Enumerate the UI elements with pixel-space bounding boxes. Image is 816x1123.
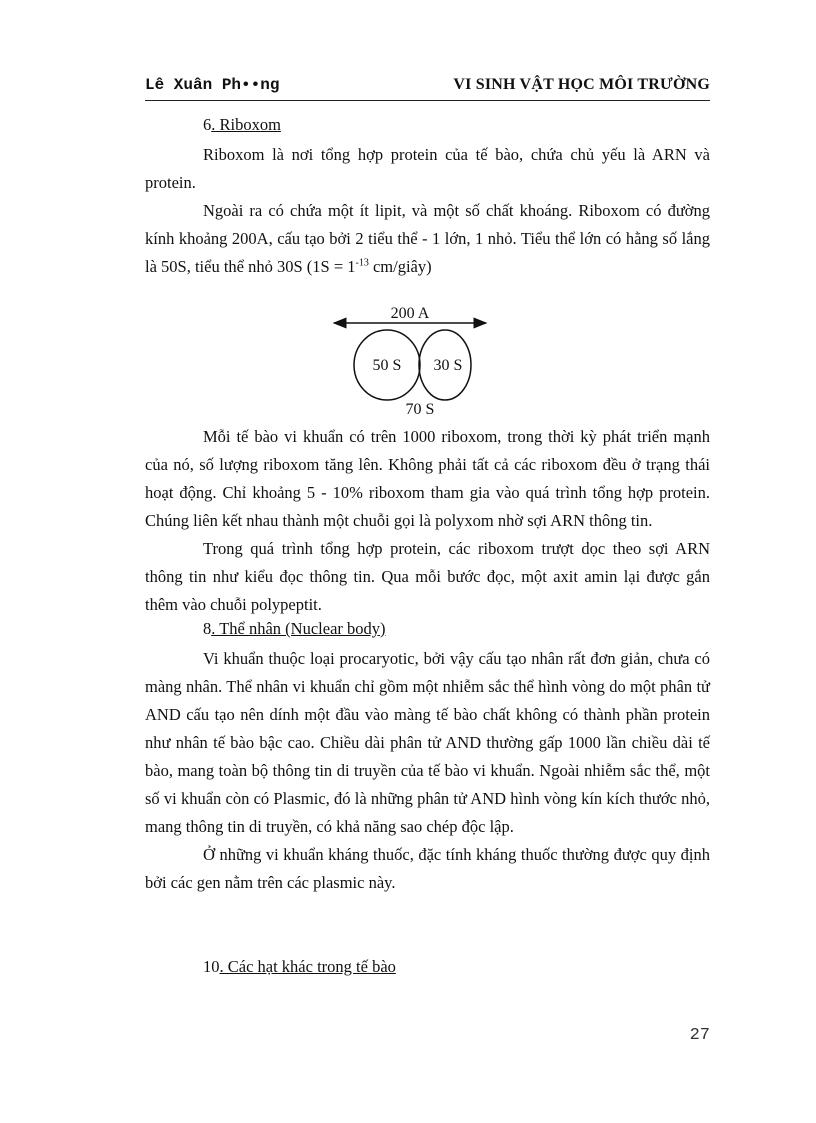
section-8-body: [145, 645, 710, 897]
header-rule: [145, 100, 710, 101]
exponent: -13: [355, 257, 369, 269]
paragraph-riboxom-structure-unit: cm/giây): [368, 257, 432, 276]
section-6-title: . Riboxom: [211, 115, 281, 134]
section-6-number: 6: [203, 115, 212, 134]
section-6-heading: [203, 115, 281, 135]
page-header: [145, 76, 710, 98]
small-subunit-label: 30 S: [433, 357, 463, 374]
paragraph-nuclear-body: Vi khuẩn thuộc loại procaryotic, bởi vậy cấu tạo nhân rất đơn giản, chưa có màng nhân. Thể nhân vi khuẩn chỉ gồm một nhiễm sắc thể hình vòng do một phân tử AND cấu tạo nên dính một đầu vào màng tế bào chất không có thành phần protein như nhân tế bào bậc cao. Chiều dài phân tử AND thường gấp 1000 lần chiều dài tế bào, mang toàn bộ thông tin di truyền của tế bào vi khuẩn. Ngoài nhiễm sắc thể, một số vi khuẩn còn có Plasmic, đó là những phân tử AND hình vòng kín kích thước nhỏ, mang thông tin di truyền, có khả năng sao chép độc lập.: [145, 649, 710, 836]
paragraph-drug-resistance: Ở những vi khuẩn kháng thuốc, đặc tính kháng thuốc thường được quy định bởi các gen nằm trên các plasmic này.: [145, 845, 710, 892]
paragraph-riboxom-definition: Riboxom là nơi tổng hợp protein của tế bào, chứa chủ yếu là ARN và protein.: [145, 145, 710, 192]
section-8-heading: [203, 619, 386, 639]
paragraph-riboxom-count: Mỗi tế bào vi khuẩn có trên 1000 riboxom, trong thời kỳ phát triển mạnh của nó, số lượng riboxom tăng lên. Không phải tất cả các riboxom đều ở trạng thái hoạt động. Chỉ khoảng 5 - 10% riboxom tham gia vào quá trình tổng hợp protein. Chúng liên kết nhau thành một chuỗi gọi là polyxom nhờ sợi ARN thông tin.: [145, 427, 710, 530]
riboxom-diagram: [320, 298, 500, 423]
large-subunit-label: 50 S: [372, 357, 402, 374]
paragraph-protein-synthesis: Trong quá trình tổng hợp protein, các riboxom trượt dọc theo sợi ARN thông tin như kiểu đọc thông tin. Qua mỗi bước đọc, một axit amin lại được gắn thêm vào chuỗi polypeptit.: [145, 539, 710, 614]
riboxom-continued-body: [145, 423, 710, 619]
paragraph-riboxom-structure: [145, 197, 710, 281]
page-number: 27: [689, 1026, 710, 1045]
width-label: 200 A: [390, 305, 430, 322]
section-10-title: . Các hạt khác trong tế bào: [219, 957, 396, 976]
header-title: VI SINH VẬT HỌC MÔI TRƯỜNG: [453, 76, 710, 93]
section-8-number: 8: [203, 619, 212, 638]
section-6-body: [145, 141, 710, 281]
section-8-title: . Thể nhân (Nuclear body): [211, 619, 386, 638]
paragraph-riboxom-structure-text: Ngoài ra có chứa một ít lipit, và một số chất khoáng. Riboxom có đường kính khoảng 200A, cấu tạo bởi 2 tiểu thể - 1 lớn, 1 nhỏ. Tiểu thể lớn có hằng số lắng là 50S, tiểu thể nhỏ 30S (1S = 1: [145, 201, 710, 276]
whole-riboxom-label: 70 S: [405, 401, 435, 418]
section-10-heading: [203, 957, 396, 977]
section-10-number: 10: [203, 957, 220, 976]
header-author: Lê Xuân Ph••ng: [145, 76, 280, 94]
